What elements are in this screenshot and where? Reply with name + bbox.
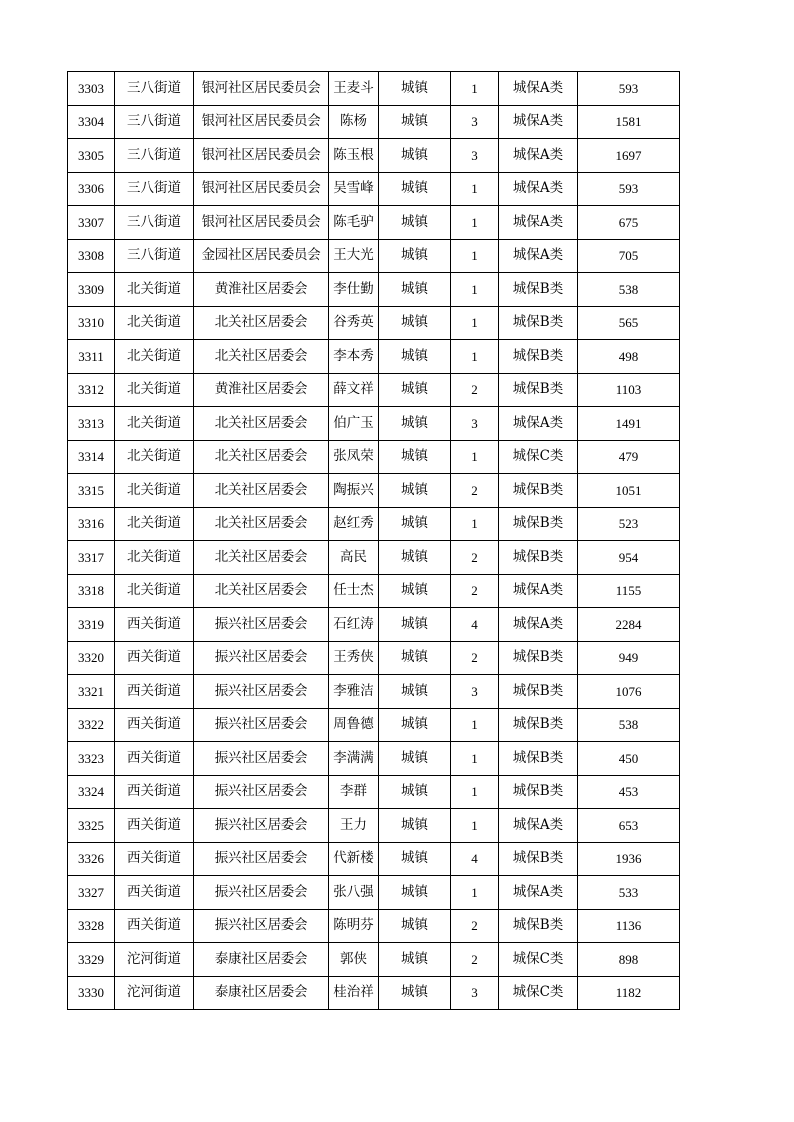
cell-community: 北关社区居委会	[194, 507, 329, 541]
cell-subdistrict: 北关街道	[115, 474, 194, 508]
cell-serial-number: 3313	[68, 407, 115, 441]
cell-amount: 593	[578, 72, 680, 106]
cell-insurance-category: 城保A类	[499, 139, 578, 173]
cell-residence-type: 城镇	[379, 775, 451, 809]
cell-person-name: 王力	[329, 809, 379, 843]
table-row	[68, 139, 680, 173]
cell-serial-number: 3303	[68, 72, 115, 106]
cell-serial-number: 3308	[68, 239, 115, 273]
cell-residence-type: 城镇	[379, 139, 451, 173]
cell-person-name: 伯广玉	[329, 407, 379, 441]
cell-insurance-category: 城保B类	[499, 641, 578, 675]
table-row	[68, 809, 680, 843]
table-row	[68, 507, 680, 541]
cell-residence-type: 城镇	[379, 105, 451, 139]
cell-insurance-category: 城保B类	[499, 675, 578, 709]
cell-household-size: 2	[451, 474, 499, 508]
cell-community: 泰康社区居委会	[194, 976, 329, 1010]
cell-community: 北关社区居委会	[194, 407, 329, 441]
cell-subdistrict: 北关街道	[115, 306, 194, 340]
cell-amount: 653	[578, 809, 680, 843]
cell-subdistrict: 三八街道	[115, 72, 194, 106]
table-row	[68, 105, 680, 139]
cell-person-name: 薛文祥	[329, 373, 379, 407]
table-row	[68, 608, 680, 642]
cell-residence-type: 城镇	[379, 708, 451, 742]
cell-person-name: 张八强	[329, 876, 379, 910]
cell-serial-number: 3322	[68, 708, 115, 742]
table-row	[68, 373, 680, 407]
cell-person-name: 任士杰	[329, 574, 379, 608]
cell-subdistrict: 北关街道	[115, 273, 194, 307]
table-row	[68, 675, 680, 709]
cell-community: 北关社区居委会	[194, 306, 329, 340]
cell-insurance-category: 城保C类	[499, 943, 578, 977]
table-row	[68, 876, 680, 910]
cell-person-name: 李仕勤	[329, 273, 379, 307]
table-row	[68, 407, 680, 441]
cell-person-name: 王大光	[329, 239, 379, 273]
cell-person-name: 李群	[329, 775, 379, 809]
cell-subdistrict: 三八街道	[115, 206, 194, 240]
table-row	[68, 206, 680, 240]
table-row	[68, 641, 680, 675]
table-row	[68, 541, 680, 575]
table-row	[68, 708, 680, 742]
cell-residence-type: 城镇	[379, 943, 451, 977]
cell-subdistrict: 北关街道	[115, 541, 194, 575]
cell-amount: 453	[578, 775, 680, 809]
cell-residence-type: 城镇	[379, 206, 451, 240]
cell-community: 黄淮社区居委会	[194, 373, 329, 407]
cell-insurance-category: 城保B类	[499, 541, 578, 575]
cell-amount: 1581	[578, 105, 680, 139]
cell-household-size: 2	[451, 574, 499, 608]
cell-person-name: 郭侠	[329, 943, 379, 977]
table-row	[68, 72, 680, 106]
cell-household-size: 1	[451, 809, 499, 843]
cell-serial-number: 3307	[68, 206, 115, 240]
cell-amount: 593	[578, 172, 680, 206]
cell-community: 银河社区居民委员会	[194, 105, 329, 139]
cell-household-size: 2	[451, 373, 499, 407]
cell-amount: 705	[578, 239, 680, 273]
cell-amount: 1076	[578, 675, 680, 709]
cell-residence-type: 城镇	[379, 809, 451, 843]
cell-community: 北关社区居委会	[194, 440, 329, 474]
cell-person-name: 李雅洁	[329, 675, 379, 709]
cell-serial-number: 3323	[68, 742, 115, 776]
table-row	[68, 306, 680, 340]
cell-community: 泰康社区居委会	[194, 943, 329, 977]
cell-subdistrict: 西关街道	[115, 876, 194, 910]
cell-subdistrict: 三八街道	[115, 139, 194, 173]
cell-serial-number: 3315	[68, 474, 115, 508]
cell-amount: 498	[578, 340, 680, 374]
cell-serial-number: 3320	[68, 641, 115, 675]
cell-household-size: 2	[451, 641, 499, 675]
cell-residence-type: 城镇	[379, 273, 451, 307]
cell-serial-number: 3312	[68, 373, 115, 407]
cell-residence-type: 城镇	[379, 373, 451, 407]
cell-insurance-category: 城保A类	[499, 172, 578, 206]
cell-person-name: 谷秀英	[329, 306, 379, 340]
cell-insurance-category: 城保C类	[499, 976, 578, 1010]
cell-subdistrict: 北关街道	[115, 407, 194, 441]
cell-serial-number: 3321	[68, 675, 115, 709]
cell-subdistrict: 西关街道	[115, 708, 194, 742]
cell-insurance-category: 城保B类	[499, 273, 578, 307]
cell-insurance-category: 城保A类	[499, 876, 578, 910]
table-row	[68, 742, 680, 776]
cell-community: 振兴社区居委会	[194, 708, 329, 742]
cell-serial-number: 3326	[68, 842, 115, 876]
cell-subdistrict: 北关街道	[115, 574, 194, 608]
cell-serial-number: 3318	[68, 574, 115, 608]
table-row	[68, 976, 680, 1010]
benefit-roster-table	[67, 71, 680, 1010]
cell-household-size: 1	[451, 440, 499, 474]
cell-person-name: 赵红秀	[329, 507, 379, 541]
cell-residence-type: 城镇	[379, 641, 451, 675]
cell-community: 北关社区居委会	[194, 474, 329, 508]
cell-subdistrict: 北关街道	[115, 340, 194, 374]
cell-serial-number: 3329	[68, 943, 115, 977]
cell-person-name: 吴雪峰	[329, 172, 379, 206]
cell-insurance-category: 城保A类	[499, 574, 578, 608]
cell-community: 振兴社区居委会	[194, 876, 329, 910]
cell-insurance-category: 城保B类	[499, 842, 578, 876]
cell-person-name: 石红涛	[329, 608, 379, 642]
cell-residence-type: 城镇	[379, 608, 451, 642]
cell-community: 银河社区居民委员会	[194, 172, 329, 206]
cell-person-name: 李本秀	[329, 340, 379, 374]
table-row	[68, 474, 680, 508]
cell-household-size: 3	[451, 675, 499, 709]
table-row	[68, 842, 680, 876]
cell-insurance-category: 城保A类	[499, 239, 578, 273]
cell-residence-type: 城镇	[379, 474, 451, 508]
cell-amount: 538	[578, 708, 680, 742]
cell-residence-type: 城镇	[379, 507, 451, 541]
cell-subdistrict: 西关街道	[115, 641, 194, 675]
cell-subdistrict: 沱河街道	[115, 943, 194, 977]
cell-subdistrict: 沱河街道	[115, 976, 194, 1010]
cell-serial-number: 3317	[68, 541, 115, 575]
cell-amount: 1051	[578, 474, 680, 508]
cell-serial-number: 3324	[68, 775, 115, 809]
cell-household-size: 3	[451, 976, 499, 1010]
cell-person-name: 张凤荣	[329, 440, 379, 474]
cell-person-name: 陈玉根	[329, 139, 379, 173]
cell-amount: 954	[578, 541, 680, 575]
cell-subdistrict: 西关街道	[115, 909, 194, 943]
cell-serial-number: 3316	[68, 507, 115, 541]
cell-amount: 1491	[578, 407, 680, 441]
cell-person-name: 王秀侠	[329, 641, 379, 675]
cell-residence-type: 城镇	[379, 340, 451, 374]
cell-insurance-category: 城保B类	[499, 742, 578, 776]
cell-household-size: 1	[451, 72, 499, 106]
cell-serial-number: 3309	[68, 273, 115, 307]
cell-subdistrict: 三八街道	[115, 105, 194, 139]
cell-household-size: 1	[451, 306, 499, 340]
cell-amount: 1155	[578, 574, 680, 608]
cell-household-size: 1	[451, 239, 499, 273]
cell-community: 黄淮社区居委会	[194, 273, 329, 307]
cell-community: 金园社区居民委员会	[194, 239, 329, 273]
table-row	[68, 775, 680, 809]
cell-insurance-category: 城保A类	[499, 809, 578, 843]
cell-subdistrict: 西关街道	[115, 742, 194, 776]
cell-amount: 1936	[578, 842, 680, 876]
cell-residence-type: 城镇	[379, 172, 451, 206]
cell-person-name: 代新楼	[329, 842, 379, 876]
cell-person-name: 王麦斗	[329, 72, 379, 106]
cell-community: 银河社区居民委员会	[194, 72, 329, 106]
cell-household-size: 2	[451, 541, 499, 575]
cell-residence-type: 城镇	[379, 675, 451, 709]
cell-subdistrict: 北关街道	[115, 440, 194, 474]
cell-subdistrict: 西关街道	[115, 675, 194, 709]
cell-subdistrict: 西关街道	[115, 608, 194, 642]
cell-insurance-category: 城保A类	[499, 608, 578, 642]
cell-person-name: 陈明芬	[329, 909, 379, 943]
cell-serial-number: 3328	[68, 909, 115, 943]
cell-household-size: 1	[451, 876, 499, 910]
cell-residence-type: 城镇	[379, 909, 451, 943]
cell-amount: 565	[578, 306, 680, 340]
cell-person-name: 陈毛驴	[329, 206, 379, 240]
cell-serial-number: 3306	[68, 172, 115, 206]
cell-residence-type: 城镇	[379, 407, 451, 441]
cell-serial-number: 3304	[68, 105, 115, 139]
cell-insurance-category: 城保A类	[499, 206, 578, 240]
cell-household-size: 4	[451, 608, 499, 642]
cell-amount: 2284	[578, 608, 680, 642]
cell-household-size: 1	[451, 206, 499, 240]
cell-insurance-category: 城保A类	[499, 72, 578, 106]
cell-person-name: 李满满	[329, 742, 379, 776]
cell-subdistrict: 北关街道	[115, 507, 194, 541]
cell-insurance-category: 城保A类	[499, 407, 578, 441]
cell-household-size: 3	[451, 105, 499, 139]
cell-residence-type: 城镇	[379, 440, 451, 474]
table-row	[68, 239, 680, 273]
cell-residence-type: 城镇	[379, 541, 451, 575]
cell-household-size: 2	[451, 943, 499, 977]
cell-amount: 533	[578, 876, 680, 910]
cell-community: 振兴社区居委会	[194, 909, 329, 943]
cell-community: 北关社区居委会	[194, 541, 329, 575]
cell-subdistrict: 西关街道	[115, 842, 194, 876]
cell-subdistrict: 西关街道	[115, 775, 194, 809]
cell-community: 银河社区居民委员会	[194, 206, 329, 240]
cell-community: 北关社区居委会	[194, 574, 329, 608]
cell-amount: 898	[578, 943, 680, 977]
roster-body	[68, 72, 680, 1010]
cell-insurance-category: 城保B类	[499, 306, 578, 340]
cell-community: 振兴社区居委会	[194, 775, 329, 809]
cell-amount: 450	[578, 742, 680, 776]
cell-insurance-category: 城保C类	[499, 440, 578, 474]
cell-person-name: 周鲁德	[329, 708, 379, 742]
cell-serial-number: 3310	[68, 306, 115, 340]
table-row	[68, 440, 680, 474]
cell-person-name: 陈杨	[329, 105, 379, 139]
cell-subdistrict: 三八街道	[115, 239, 194, 273]
cell-serial-number: 3330	[68, 976, 115, 1010]
cell-amount: 523	[578, 507, 680, 541]
cell-household-size: 1	[451, 340, 499, 374]
cell-residence-type: 城镇	[379, 306, 451, 340]
cell-person-name: 高民	[329, 541, 379, 575]
cell-household-size: 1	[451, 273, 499, 307]
cell-amount: 1697	[578, 139, 680, 173]
cell-amount: 1136	[578, 909, 680, 943]
cell-household-size: 3	[451, 139, 499, 173]
cell-residence-type: 城镇	[379, 842, 451, 876]
cell-serial-number: 3305	[68, 139, 115, 173]
cell-insurance-category: 城保A类	[499, 105, 578, 139]
cell-community: 振兴社区居委会	[194, 675, 329, 709]
cell-insurance-category: 城保B类	[499, 474, 578, 508]
table-row	[68, 172, 680, 206]
cell-serial-number: 3325	[68, 809, 115, 843]
cell-subdistrict: 西关街道	[115, 809, 194, 843]
cell-serial-number: 3311	[68, 340, 115, 374]
cell-community: 振兴社区居委会	[194, 641, 329, 675]
table-row	[68, 943, 680, 977]
cell-amount: 1103	[578, 373, 680, 407]
cell-household-size: 1	[451, 775, 499, 809]
cell-residence-type: 城镇	[379, 742, 451, 776]
cell-insurance-category: 城保B类	[499, 909, 578, 943]
cell-household-size: 4	[451, 842, 499, 876]
cell-community: 振兴社区居委会	[194, 608, 329, 642]
cell-insurance-category: 城保B类	[499, 507, 578, 541]
cell-subdistrict: 三八街道	[115, 172, 194, 206]
cell-residence-type: 城镇	[379, 876, 451, 910]
cell-household-size: 2	[451, 909, 499, 943]
cell-person-name: 陶振兴	[329, 474, 379, 508]
cell-insurance-category: 城保B类	[499, 340, 578, 374]
cell-household-size: 1	[451, 742, 499, 776]
cell-community: 振兴社区居委会	[194, 842, 329, 876]
cell-serial-number: 3319	[68, 608, 115, 642]
cell-amount: 949	[578, 641, 680, 675]
cell-household-size: 1	[451, 708, 499, 742]
cell-insurance-category: 城保B类	[499, 373, 578, 407]
cell-serial-number: 3327	[68, 876, 115, 910]
table-row	[68, 574, 680, 608]
cell-subdistrict: 北关街道	[115, 373, 194, 407]
cell-community: 振兴社区居委会	[194, 809, 329, 843]
cell-community: 银河社区居民委员会	[194, 139, 329, 173]
cell-insurance-category: 城保B类	[499, 708, 578, 742]
cell-amount: 1182	[578, 976, 680, 1010]
cell-residence-type: 城镇	[379, 239, 451, 273]
cell-community: 振兴社区居委会	[194, 742, 329, 776]
cell-residence-type: 城镇	[379, 976, 451, 1010]
cell-household-size: 1	[451, 172, 499, 206]
cell-residence-type: 城镇	[379, 574, 451, 608]
cell-amount: 538	[578, 273, 680, 307]
table-row	[68, 340, 680, 374]
cell-person-name: 桂治祥	[329, 976, 379, 1010]
cell-serial-number: 3314	[68, 440, 115, 474]
table-row	[68, 273, 680, 307]
cell-amount: 479	[578, 440, 680, 474]
cell-amount: 675	[578, 206, 680, 240]
cell-household-size: 1	[451, 507, 499, 541]
table-row	[68, 909, 680, 943]
cell-household-size: 3	[451, 407, 499, 441]
cell-insurance-category: 城保B类	[499, 775, 578, 809]
cell-residence-type: 城镇	[379, 72, 451, 106]
cell-community: 北关社区居委会	[194, 340, 329, 374]
